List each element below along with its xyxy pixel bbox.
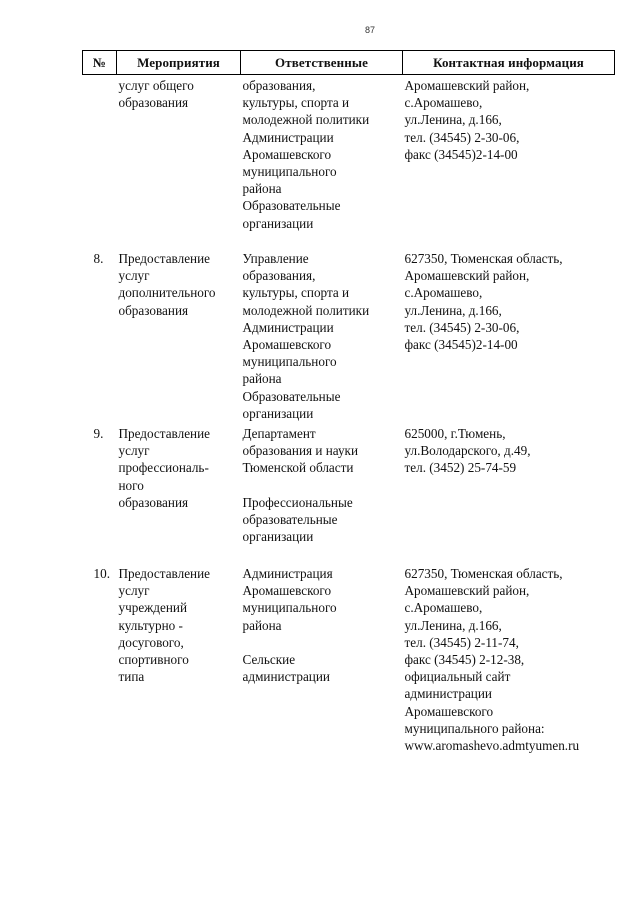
responsible-line: муниципального — [242, 600, 337, 616]
contact-cell — [403, 565, 615, 754]
responsible-line: района — [242, 371, 282, 387]
event-line: образования — [118, 95, 189, 111]
row-number — [83, 75, 117, 251]
event-line: образования — [118, 302, 189, 318]
event-line: культурно - — [118, 617, 183, 633]
contact-line: www.aromashevo.admtyumen.ru — [404, 738, 580, 754]
event-cell — [117, 250, 241, 425]
event-line: образования — [118, 494, 189, 510]
contact-cell — [403, 250, 615, 425]
responsible-line: организации — [242, 529, 314, 545]
event-cell — [117, 75, 241, 251]
group-spacer — [243, 634, 403, 651]
responsible-line: района — [242, 181, 282, 197]
contact-line: с.Аромашево, — [404, 285, 483, 301]
responsible-line: культуры, спорта и — [242, 285, 350, 301]
contact-line: тел. (34545) 2-11-74, — [404, 634, 519, 650]
responsible-line: Администрация — [242, 566, 333, 581]
responsible-line: муниципального — [242, 354, 337, 370]
contact-line: официальный сайт — [404, 669, 511, 685]
contact-line: Аромашевский район, — [404, 268, 530, 284]
responsible-line: образования, — [242, 78, 316, 93]
responsible-line: Департамент — [242, 426, 316, 441]
contact-line: 627350, Тюменская область, — [404, 566, 563, 581]
event-line: спортивного — [118, 652, 189, 668]
responsible-line: Администрации — [242, 319, 334, 335]
responsible-line: Образовательные — [242, 388, 341, 404]
event-line: ного — [118, 477, 144, 493]
responsible-line: Аромашевского — [242, 583, 332, 599]
row-number: 10. — [93, 566, 110, 581]
event-line: учреждений — [118, 600, 188, 616]
event-cell — [117, 565, 241, 754]
contact-line: ул.Володарского, д.49, — [404, 443, 531, 459]
responsible-line: Сельские — [242, 652, 296, 667]
event-line: типа — [118, 669, 145, 685]
table-row — [83, 250, 615, 425]
responsible-line: молодежной политики — [242, 112, 370, 128]
contact-line: ул.Ленина, д.166, — [404, 302, 502, 318]
responsible-line: образования и науки — [242, 443, 359, 459]
event-line: Предоставление — [118, 566, 211, 581]
header-contact: Контактная информация — [403, 51, 615, 75]
responsible-cell — [241, 565, 403, 754]
contact-line: Аромашевский район, — [404, 78, 530, 93]
contact-line: ул.Ленина, д.166, — [404, 112, 502, 128]
responsible-line: Управление — [242, 251, 309, 266]
responsible-line: района — [242, 617, 282, 633]
responsible-cell — [241, 250, 403, 425]
responsible-line: культуры, спорта и — [242, 95, 350, 111]
table-row — [83, 425, 615, 565]
header-responsible: Ответственные — [241, 51, 403, 75]
contact-line: факс (34545)2-14-00 — [404, 146, 518, 162]
events-table — [82, 50, 615, 754]
contact-line: факс (34545)2-14-00 — [404, 337, 518, 353]
responsible-line: Аромашевского — [242, 146, 332, 162]
event-cell — [117, 425, 241, 565]
table-body — [83, 75, 615, 755]
responsible-line: Тюменской области — [242, 460, 354, 476]
row-number: 9. — [93, 426, 104, 441]
event-line: Предоставление — [118, 426, 211, 441]
event-line: услуг общего — [118, 78, 194, 93]
responsible-line: молодежной политики — [242, 302, 370, 318]
contact-line: 627350, Тюменская область, — [404, 251, 563, 266]
contact-line: ул.Ленина, д.166, — [404, 617, 502, 633]
event-line: услуг — [118, 583, 150, 599]
event-line: дополнительного — [118, 285, 216, 301]
contact-line: с.Аромашево, — [404, 600, 483, 616]
contact-line: тел. (34545) 2-30-06, — [404, 319, 520, 335]
contact-cell — [403, 75, 615, 251]
event-line: Предоставление — [118, 251, 211, 266]
responsible-line: муниципального — [242, 164, 337, 180]
responsible-line: организации — [242, 215, 314, 231]
group-spacer — [243, 477, 403, 494]
contact-cell — [403, 425, 615, 565]
contact-line: Аромашевский район, — [404, 583, 530, 599]
contact-line: Аромашевского — [404, 703, 494, 719]
contact-line: муниципального района: — [404, 720, 545, 736]
contact-line: тел. (3452) 25-74-59 — [404, 460, 517, 476]
row-number: 8. — [93, 251, 104, 266]
responsible-line: администрации — [242, 669, 330, 685]
page-number: 87 — [364, 25, 375, 35]
header-row — [83, 51, 615, 75]
event-line: услуг — [118, 268, 150, 284]
contact-line: 625000, г.Тюмень, — [404, 426, 506, 441]
contact-line: тел. (34545) 2-30-06, — [404, 129, 520, 145]
responsible-line: образования, — [242, 268, 316, 284]
responsible-line: Образовательные — [242, 198, 341, 214]
header-number: № — [83, 51, 117, 75]
responsible-line: Профессиональные — [242, 494, 353, 510]
contact-line: факс (34545) 2-12-38, — [404, 652, 525, 668]
table-header — [83, 51, 615, 75]
table-row — [83, 565, 615, 754]
event-line: услуг — [118, 443, 150, 459]
event-line: досугового, — [118, 634, 184, 650]
header-events: Мероприятия — [117, 51, 241, 75]
responsible-line: Администрации — [242, 129, 334, 145]
responsible-cell — [241, 75, 403, 251]
responsible-line: Аромашевского — [242, 337, 332, 353]
responsible-line: организации — [242, 405, 314, 421]
responsible-cell — [241, 425, 403, 565]
table-row — [83, 75, 615, 251]
contact-line: администрации — [404, 686, 492, 702]
event-line: профессиональ- — [118, 460, 209, 476]
contact-line: с.Аромашево, — [404, 95, 483, 111]
responsible-line: образовательные — [242, 512, 338, 527]
